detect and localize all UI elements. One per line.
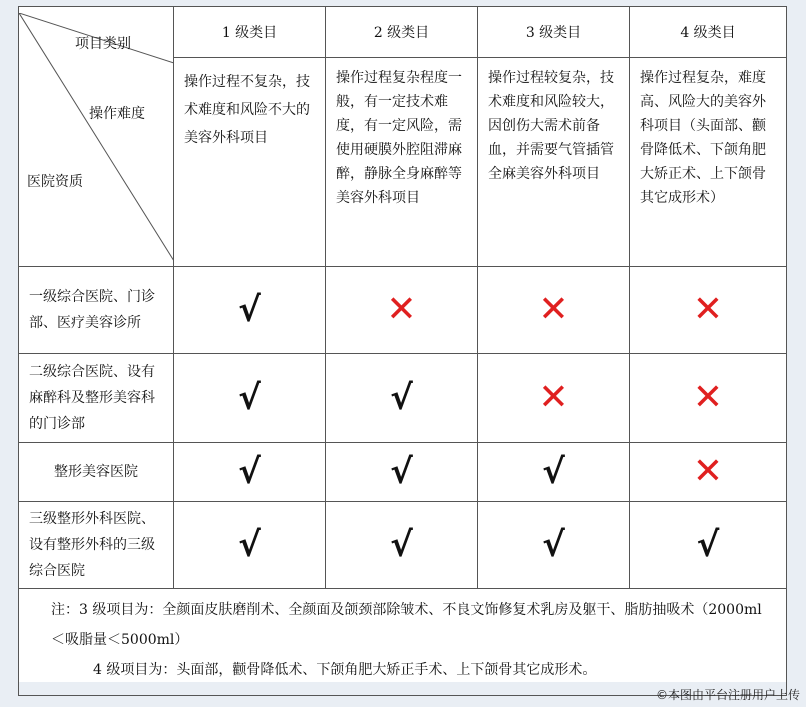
table-row	[19, 502, 787, 589]
forbidden-cross-icon: ✕	[692, 377, 724, 418]
allowed-check-icon: √	[390, 378, 413, 418]
row-label-level1-hospital: 一级综合医院、门诊部、医疗美容诊所	[19, 267, 174, 354]
corner-header	[19, 13, 174, 261]
watermark-text: ©本图由平台注册用户上传	[655, 688, 800, 702]
allowed-check-icon: √	[238, 452, 261, 492]
qualification-sheet	[18, 6, 786, 682]
notes-cell	[19, 589, 787, 696]
allowed-check-icon: √	[238, 378, 261, 418]
allowed-check-icon: √	[542, 525, 565, 565]
note-prefix: 注：	[51, 602, 79, 618]
allowed-check-icon: √	[696, 525, 720, 565]
allowed-check-icon: √	[238, 525, 261, 565]
table-row	[19, 267, 787, 354]
forbidden-cross-icon: ✕	[692, 289, 724, 330]
table-row	[19, 354, 787, 443]
note-level4: 4 级项目为：头面部，颧骨降低术、下颌角肥大矫正手术、上下颌骨其它成形术。	[93, 662, 597, 678]
forbidden-cross-icon: ✕	[692, 451, 724, 492]
level-3-description: 操作过程较复杂，技术难度和风险较大，因创伤大需术前备血，并需要气管插管全麻美容外科项目	[478, 58, 630, 267]
notes-row	[19, 589, 787, 696]
qualification-table	[18, 6, 787, 696]
allowed-check-icon: √	[390, 525, 413, 565]
level-2-header: 2 级类目	[326, 7, 478, 58]
note-level3	[31, 595, 774, 655]
qualification-label: 医院资质	[27, 173, 83, 190]
allowed-check-icon: √	[390, 452, 413, 492]
header-row	[19, 7, 787, 58]
note-level3-text: 3 级项目为：全颜面皮肤磨削术、全颜面及颌颈部除皱术、不良文饰修复术乳房及躯干、脂肪抽吸术（2000ml＜吸脂量＜5000ml）	[51, 602, 762, 648]
allowed-check-icon: √	[542, 452, 565, 492]
table-row	[19, 443, 787, 502]
level-4-description: 操作过程复杂，难度高、风险大的美容外科项目（头面部、颧骨降低术、下颌角肥大矫正术、上下颌骨其它成形术）	[630, 58, 787, 267]
corner-header-cell	[19, 7, 174, 267]
level-3-header: 3 级类目	[478, 7, 630, 58]
row-label-level2-hospital: 二级综合医院、设有麻醉科及整形美容科的门诊部	[19, 354, 174, 443]
level-1-description: 操作过程不复杂，技术难度和风险不大的美容外科项目	[174, 58, 326, 267]
level-2-description: 操作过程复杂程度一般，有一定技术难度，有一定风险，需使用硬膜外腔阻滞麻醉，静脉全身麻醉等美容外科项目	[326, 58, 478, 267]
allowed-check-icon: √	[238, 290, 261, 330]
forbidden-cross-icon: ✕	[538, 289, 569, 330]
level-4-header: 4 级类目	[630, 7, 787, 58]
level-1-header: 1 级类目	[174, 7, 326, 58]
row-label-plastic-hospital: 整形美容医院	[19, 443, 174, 502]
category-label: 项目类别	[75, 35, 131, 52]
forbidden-cross-icon: ✕	[386, 289, 417, 330]
row-label-level3-hospital: 三级整形外科医院、设有整形外科的三级综合医院	[19, 502, 174, 589]
forbidden-cross-icon: ✕	[538, 377, 569, 418]
difficulty-label: 操作难度	[89, 105, 145, 122]
